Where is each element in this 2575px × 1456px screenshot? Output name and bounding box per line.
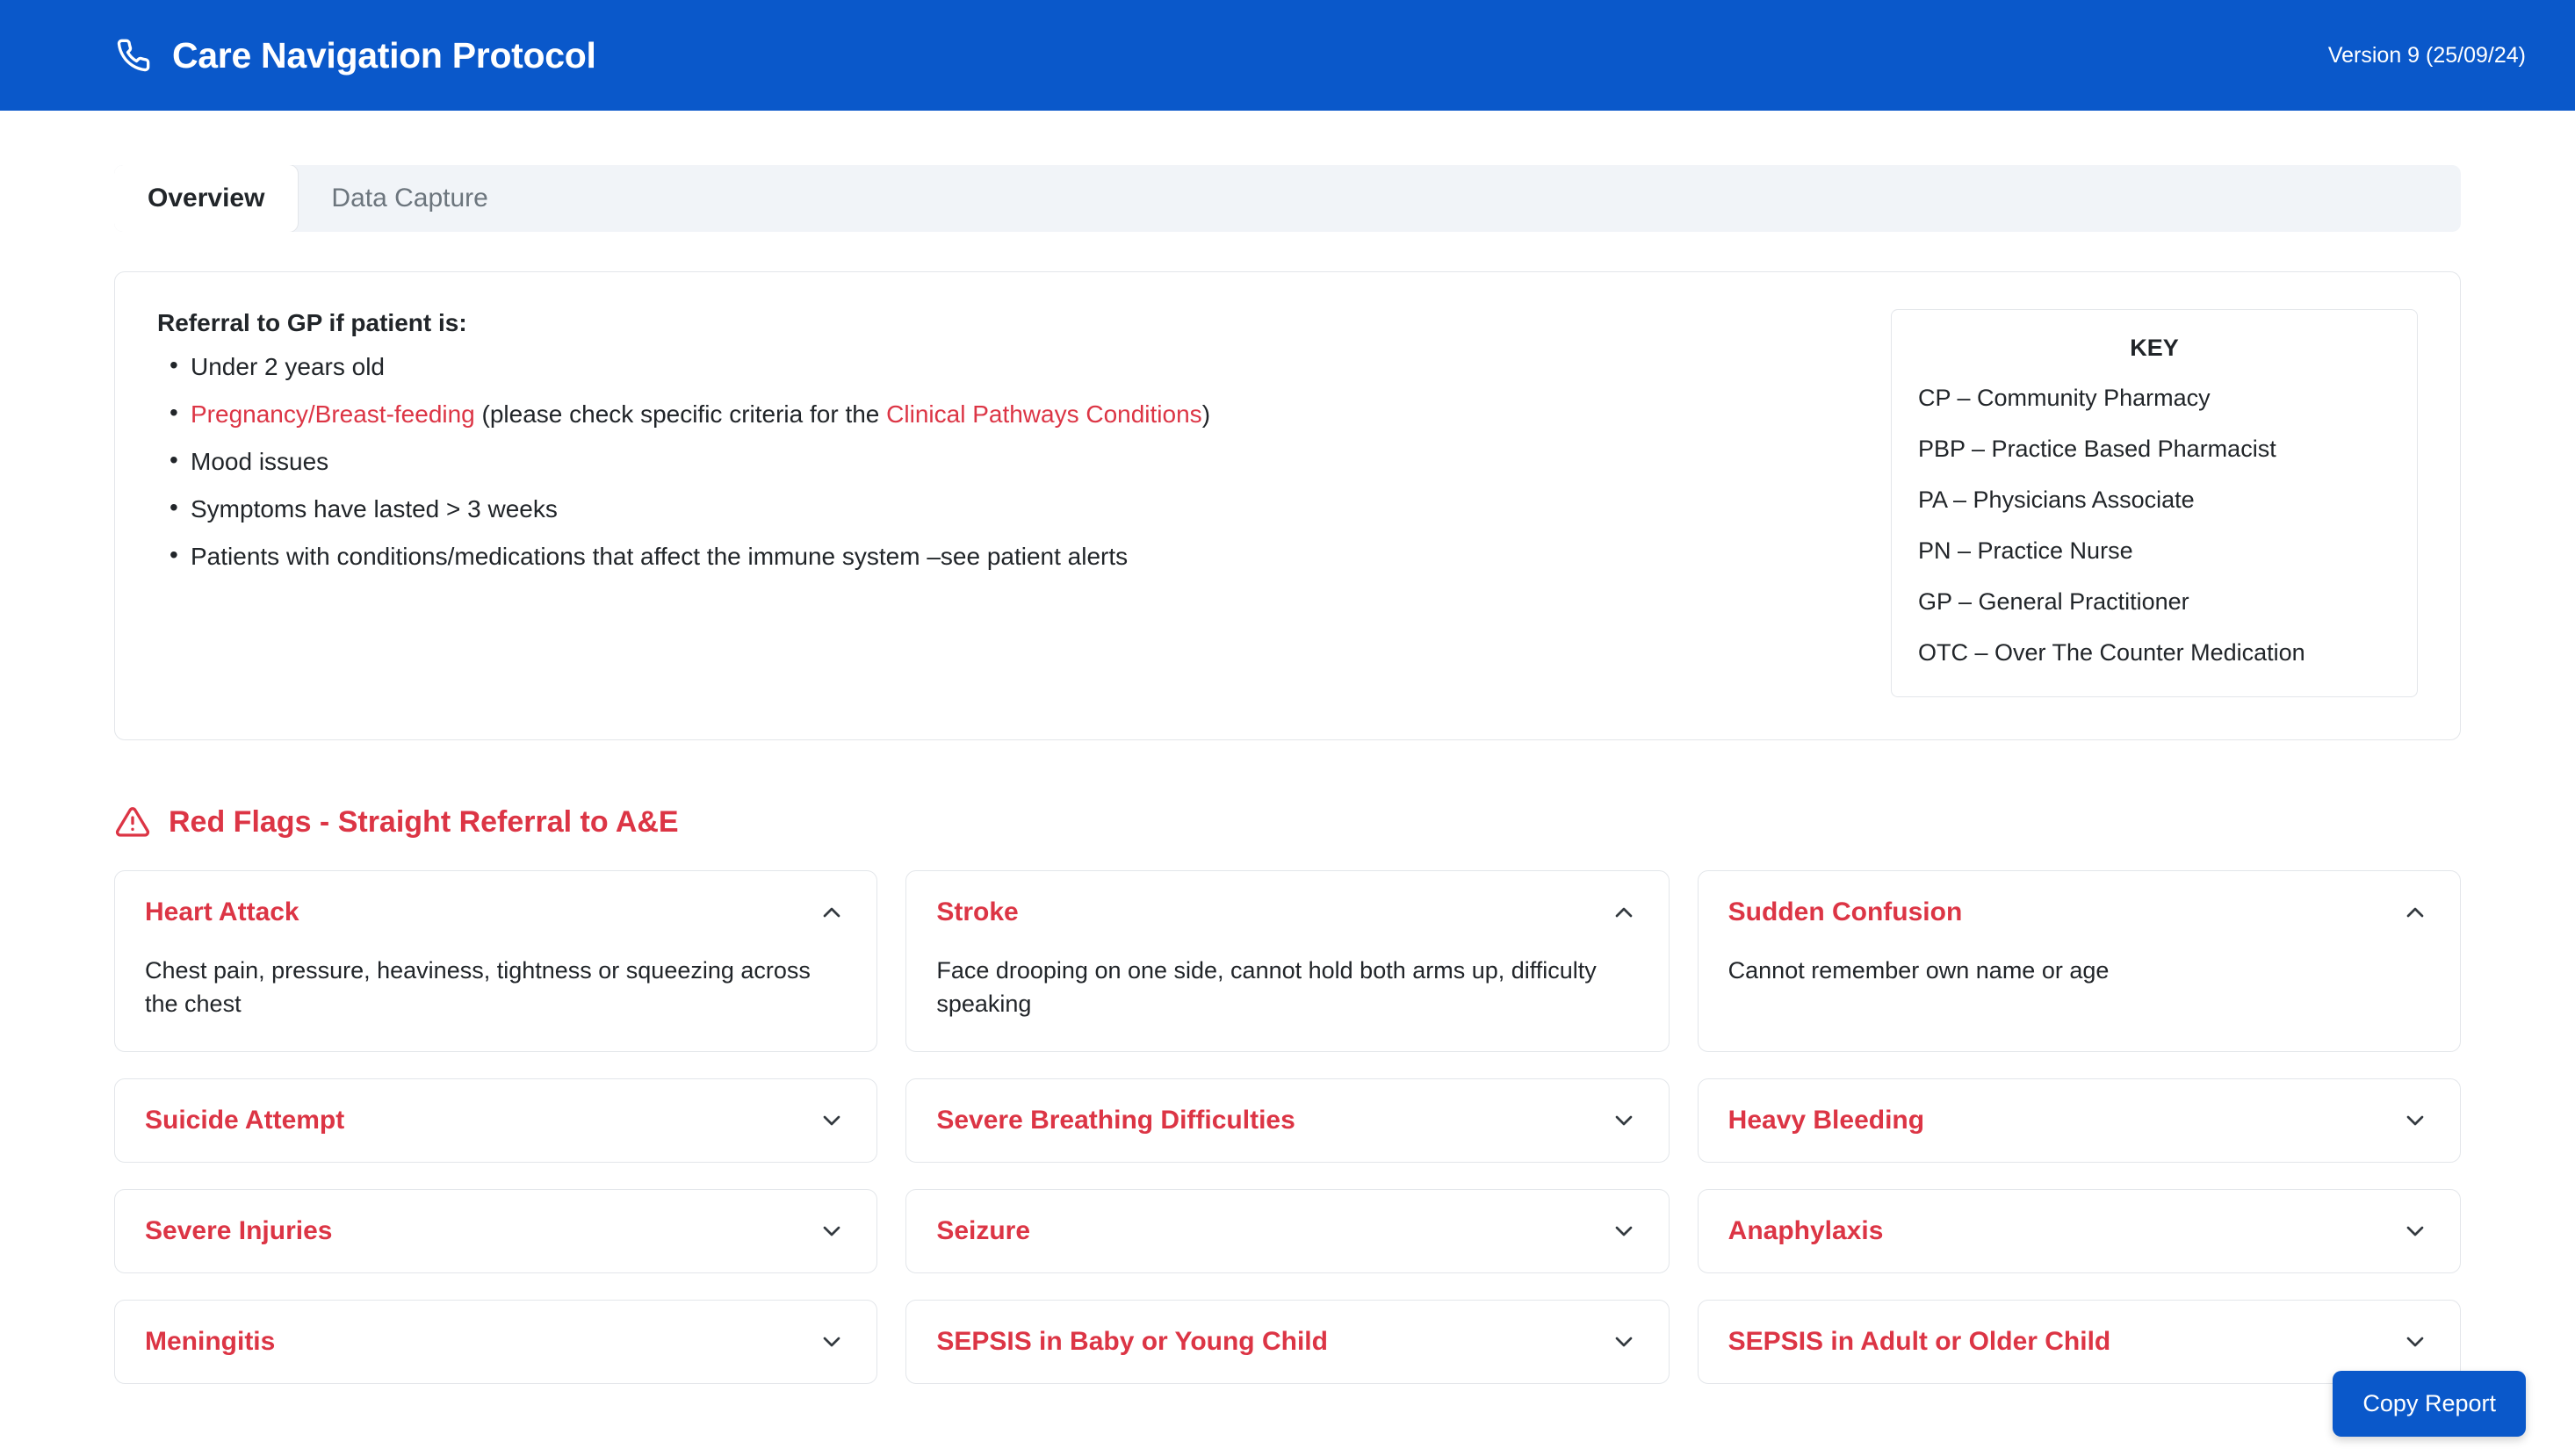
red-flag-card [1698,870,2461,1052]
chevron-down-icon[interactable] [1609,1216,1639,1246]
copy-report-button[interactable]: Copy Report [2333,1371,2526,1437]
app-header [0,0,2575,111]
version-label: Version 9 (25/09/24) [2327,42,2526,68]
red-flag-header[interactable] [115,1190,876,1272]
red-flag-title: Severe Breathing Difficulties [936,1105,1295,1135]
list-item [157,497,1856,522]
red-flag-header[interactable] [906,1301,1668,1383]
clinical-pathways-link[interactable]: Clinical Pathways Conditions [886,400,1202,428]
key-line: PA – Physicians Associate [1918,487,2195,513]
chevron-down-icon[interactable] [2400,1327,2430,1357]
red-flag-card [114,1300,877,1384]
red-flag-title: Stroke [936,897,1019,926]
key-line: PBP – Practice Based Pharmacist [1918,436,2276,462]
chevron-down-icon[interactable] [817,1106,847,1135]
chevron-up-icon[interactable] [1609,897,1639,927]
red-flag-header[interactable] [115,1301,876,1383]
chevron-up-icon[interactable] [2400,897,2430,927]
chevron-down-icon[interactable] [2400,1106,2430,1135]
referral-item-middle: (please check specific criteria for the [474,400,887,428]
red-flag-header[interactable] [1699,871,2460,954]
referral-criteria-list [157,355,1856,569]
red-flag-card [1698,1078,2461,1163]
chevron-up-icon[interactable] [817,897,847,927]
key-line: CP – Community Pharmacy [1918,385,2211,411]
chevron-down-icon[interactable] [1609,1327,1639,1357]
red-flag-title: Seizure [936,1215,1031,1245]
red-flag-card [905,1189,1669,1273]
red-flag-header[interactable] [1699,1190,2460,1272]
red-flag-card [905,870,1669,1052]
referral-item-text: Symptoms have lasted > 3 weeks [191,495,558,523]
header-left [114,35,596,76]
chevron-down-icon[interactable] [817,1216,847,1246]
red-flag-body: Chest pain, pressure, heaviness, tightness or squeezing across the chest [145,957,811,1018]
red-flag-header[interactable] [906,1079,1668,1162]
red-flag-title: SEPSIS in Adult or Older Child [1727,1326,2111,1356]
red-flag-card [114,1189,877,1273]
pregnancy-highlight: Pregnancy/Breast-feeding [191,400,475,428]
page-title: Care Navigation Protocol [172,34,596,76]
referral-panel-content [157,309,1856,697]
red-flag-title: Anaphylaxis [1727,1215,1884,1245]
tab-bar [114,165,2461,232]
key-line: OTC – Over The Counter Medication [1918,639,2305,666]
referral-item-suffix: ) [1201,400,1211,428]
red-flag-title: SEPSIS in Baby or Young Child [936,1326,1328,1356]
red-flags-heading-text: Red Flags - Straight Referral to A&E [169,804,679,839]
red-flag-title: Suicide Attempt [145,1105,345,1135]
tab-data-capture[interactable]: Data Capture [331,184,488,213]
red-flag-header[interactable] [115,1079,876,1162]
key-line: PN – Practice Nurse [1918,537,2133,564]
chevron-down-icon[interactable] [2400,1216,2430,1246]
list-item [157,402,1856,427]
referral-panel [114,271,2461,740]
red-flag-title: Heart Attack [145,897,299,926]
red-flag-title: Meningitis [145,1326,276,1356]
red-flag-card [905,1078,1669,1163]
key-line: GP – General Practitioner [1918,588,2189,615]
referral-panel-title: Referral to GP if patient is: [157,309,467,336]
warning-triangle-icon [114,804,151,840]
red-flags-heading [114,804,2461,840]
red-flag-title: Sudden Confusion [1727,897,1963,926]
phone-icon [114,36,153,75]
list-item [157,544,1856,569]
red-flag-card [1698,1189,2461,1273]
key-box [1891,309,2418,697]
referral-item-text: Patients with conditions/medications that affect the immune system –see patient alerts [191,543,1129,570]
red-flag-card [114,870,877,1052]
red-flag-card [114,1078,877,1163]
key-title: KEY [2130,335,2179,361]
list-item [157,355,1856,379]
red-flag-header[interactable] [906,871,1668,954]
chevron-down-icon[interactable] [1609,1106,1639,1135]
red-flag-card [905,1300,1669,1384]
tab-overview[interactable]: Overview [114,165,298,232]
red-flag-title: Severe Injuries [145,1215,333,1245]
chevron-down-icon[interactable] [817,1327,847,1357]
red-flag-body: Cannot remember own name or age [1727,957,2110,984]
red-flag-header[interactable] [115,871,876,954]
red-flag-body: Face drooping on one side, cannot hold both arms up, difficulty speaking [936,957,1597,1018]
referral-item-text: Mood issues [191,448,329,475]
red-flag-title: Heavy Bleeding [1727,1105,1925,1135]
list-item [157,450,1856,474]
red-flag-header[interactable] [906,1190,1668,1272]
referral-item-text: Under 2 years old [191,353,386,380]
red-flag-header[interactable] [1699,1079,2460,1162]
red-flags-grid [114,870,2461,1384]
